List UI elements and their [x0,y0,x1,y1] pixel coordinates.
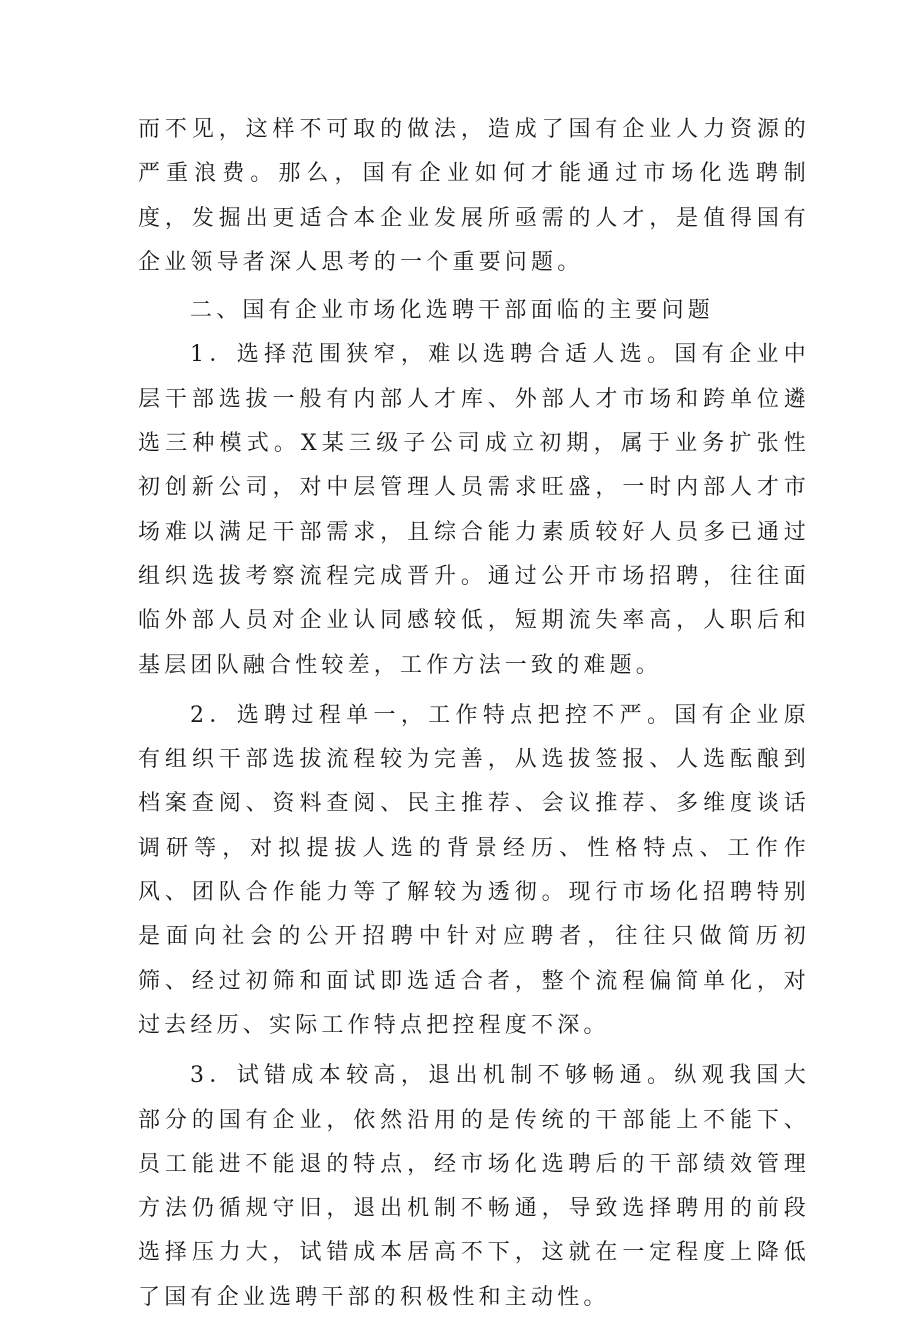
section-heading: 二、国有企业市场化选聘干部面临的主要问题 [190,298,715,324]
document-body [138,108,810,1320]
paragraph-point-1: 1．选择范围狭窄，难以选聘合适人选。国有企业中层干部选拔一般有内部人才库、外部人才市场和跨单位遴选三种模式。X某三级子公司成立初期，属于业务扩张性初创新公司，对中层管理人员需求旺盛，一时内部人才市场难以满足干部需求，且综合能力素质较好人员多已通过组织选拔考察流程完成晋升。通过公开市场招聘，往往面临外部人员对企业认同感较低，短期流失率高，人职后和基层团队融合性较差，工作方法一致的难题。 [138,342,810,678]
paragraph-point-3: 3．试错成本较高，退出机制不够畅通。纵观我国大部分的国有企业，依然沿用的是传统的干部能上不能下、员工能进不能退的特点，经市场化选聘后的干部绩效管理方法仍循规守旧，退出机制不畅通，导致选择聘用的前段选择压力大，试错成本居高不下，这就在一定程度上降低了国有企业选聘干部的积极性和主动性。 [138,1063,810,1310]
paragraph-point-2: 2．选聘过程单一，工作特点把控不严。国有企业原有组织干部选拔流程较为完善，从选拔签报、人选酝酿到档案查阅、资料查阅、民主推荐、会议推荐、多维度谈话调研等，对拟提拔人选的背景经历、性格特点、工作作风、团队合作能力等了解较为透彻。现行市场化招聘特别是面向社会的公开招聘中针对应聘者，往往只做简历初筛、经过初筛和面试即选适合者，整个流程偏简单化，对过去经历、实际工作特点把控程度不深。 [138,702,810,1038]
paragraph-intro-continuation: 而不见，这样不可取的做法，造成了国有企业人力资源的严重浪费。那么，国有企业如何才能通过市场化选聘制度，发掘出更适合本企业发展所亟需的人才，是值得国有企业领导者深人思考的一个重要问题。 [138,117,810,275]
